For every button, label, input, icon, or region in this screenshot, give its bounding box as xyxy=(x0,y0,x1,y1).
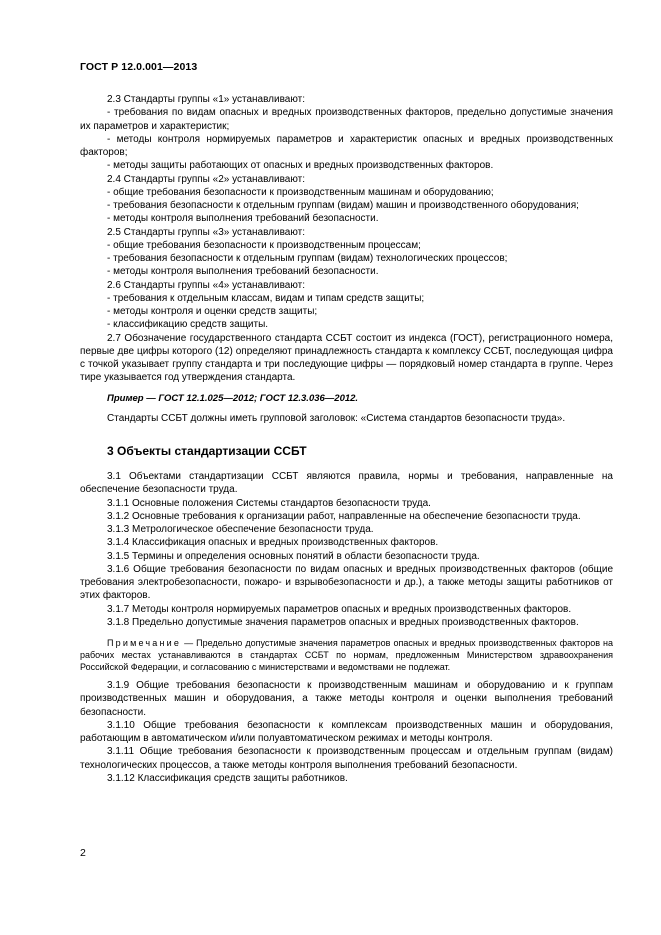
section-3-list-b xyxy=(80,679,613,785)
list-item: - методы контроля выполнения требований безопасности. xyxy=(107,213,379,225)
paragraph-2-6: 2.6 Стандарты группы «4» устанавливают: xyxy=(107,279,305,291)
paragraph-2-4: 2.4 Стандарты группы «2» устанавливают: xyxy=(107,173,305,185)
paragraph-3-1-9: 3.1.9 Общие требования безопасности к производственным машинам и оборудованию и к группам производственных машин и оборудования, а также методы контроля и оценки выполнения требований безопасности. xyxy=(80,680,613,718)
paragraph-2-5: 2.5 Стандарты группы «3» устанавливают: xyxy=(107,226,305,238)
list-item: - общие требования безопасности к производственным процессам; xyxy=(107,239,421,251)
list-item: - общие требования безопасности к производственным машинам и оборудованию; xyxy=(107,186,494,198)
paragraph-3-1-10: 3.1.10 Общие требования безопасности к комплексам производственных машин и оборудования, работающим в автоматическом и/или полуавтоматическом режимах и методы контроля. xyxy=(80,719,613,744)
paragraph-2-7: 2.7 Обозначение государственного стандарта ССБТ состоит из индекса (ГОСТ), регистрационного номера, первые две цифры которого (12) определяют принадлежность стандарта к комплексу ССБТ, последующая цифра с точкой указывает группу стандарта и три последующие цифры — порядковый номер стандарта в группе. Через тире указывается год утверждения стандарта. xyxy=(80,332,613,384)
note-paragraph xyxy=(80,637,613,673)
section-3-title: 3 Объекты стандартизации ССБТ xyxy=(107,444,307,458)
list-item: - методы контроля выполнения требований безопасности. xyxy=(107,266,379,278)
paragraph-3-1-11: 3.1.11 Общие требования безопасности к производственным процессам и отдельным группам (видам) технологических процессов, а также методы контроля выполнения требований безопасности. xyxy=(80,746,613,771)
list-item: - требования безопасности к отдельным группам (видам) технологических процессов; xyxy=(107,253,508,264)
example-line: Пример — ГОСТ 12.1.025—2012; ГОСТ 12.3.036—2012. xyxy=(107,392,359,404)
paragraph-3-1-12: 3.1.12 Классификация средств защиты работников. xyxy=(107,772,348,784)
page-number: 2 xyxy=(80,847,86,859)
list-item: - требования к отдельным классам, видам и типам средств защиты; xyxy=(107,292,425,304)
paragraph-3-1-2: 3.1.2 Основные требования к организации работ, направленные на обеспечение безопасности труда. xyxy=(107,510,581,522)
paragraph-3-1: 3.1 Объектами стандартизации ССБТ являются правила, нормы и требования, направленные на обеспечение безопасности труда. xyxy=(80,471,613,496)
document-body xyxy=(80,93,613,785)
paragraph-2-3: 2.3 Стандарты группы «1» устанавливают: xyxy=(107,94,305,105)
paragraph-3-1-7: 3.1.7 Методы контроля нормируемых параметров опасных и вредных производственных факторов. xyxy=(107,603,572,615)
paragraph-3-1-6: 3.1.6 Общие требования безопасности по видам опасных и вредных производственных факторов (общие требования электробезопасности, пожаро- и взрывобезопасности и др.), а также методы защиты работников от этих факторов. xyxy=(80,563,613,602)
paragraph-3-1-4: 3.1.4 Классификация опасных и вредных производственных факторов. xyxy=(107,537,439,549)
standard-header: ГОСТ Р 12.0.001—2013 xyxy=(80,61,198,73)
note-text: — Предельно допустимые значения параметров опасных и вредных производственных факторов на рабочих местах устанавливаются в стандартах ССБТ по нормам, предложенным Министерством здравоохранения Российской Федерации, и согласованию с министерствами и ведомствами не подлежат. xyxy=(80,638,613,672)
list-item: - методы защиты работающих от опасных и вредных производственных факторов. xyxy=(107,160,494,172)
paragraph-3-1-1: 3.1.1 Основные положения Системы стандартов безопасности труда. xyxy=(107,497,431,509)
group-heading-paragraph: Стандарты ССБТ должны иметь групповой заголовок: «Система стандартов безопасности труда». xyxy=(107,412,566,424)
note-label: Примечание xyxy=(107,638,182,648)
list-item: - классификацию средств защиты. xyxy=(107,319,269,331)
paragraph-3-1-5: 3.1.5 Термины и определения основных понятий в области безопасности труда. xyxy=(107,550,480,562)
list-item: - методы контроля и оценки средств защиты; xyxy=(107,306,318,317)
paragraph-3-1-3: 3.1.3 Метрологическое обеспечение безопасности труда. xyxy=(107,524,374,535)
list-item: - требования безопасности к отдельным группам (видам) машин и производственного оборудования; xyxy=(107,200,579,211)
section-3-list-a xyxy=(80,470,613,629)
list-item: - методы контроля нормируемых параметров и характеристик опасных и вредных производственных факторов; xyxy=(80,133,613,158)
list-item: - требования по видам опасных и вредных производственных факторов, предельно допустимые значения их параметров и характеристик; xyxy=(80,107,613,132)
paragraph-3-1-8: 3.1.8 Предельно допустимые значения параметров опасных и вредных производственных факторов. xyxy=(107,616,579,628)
